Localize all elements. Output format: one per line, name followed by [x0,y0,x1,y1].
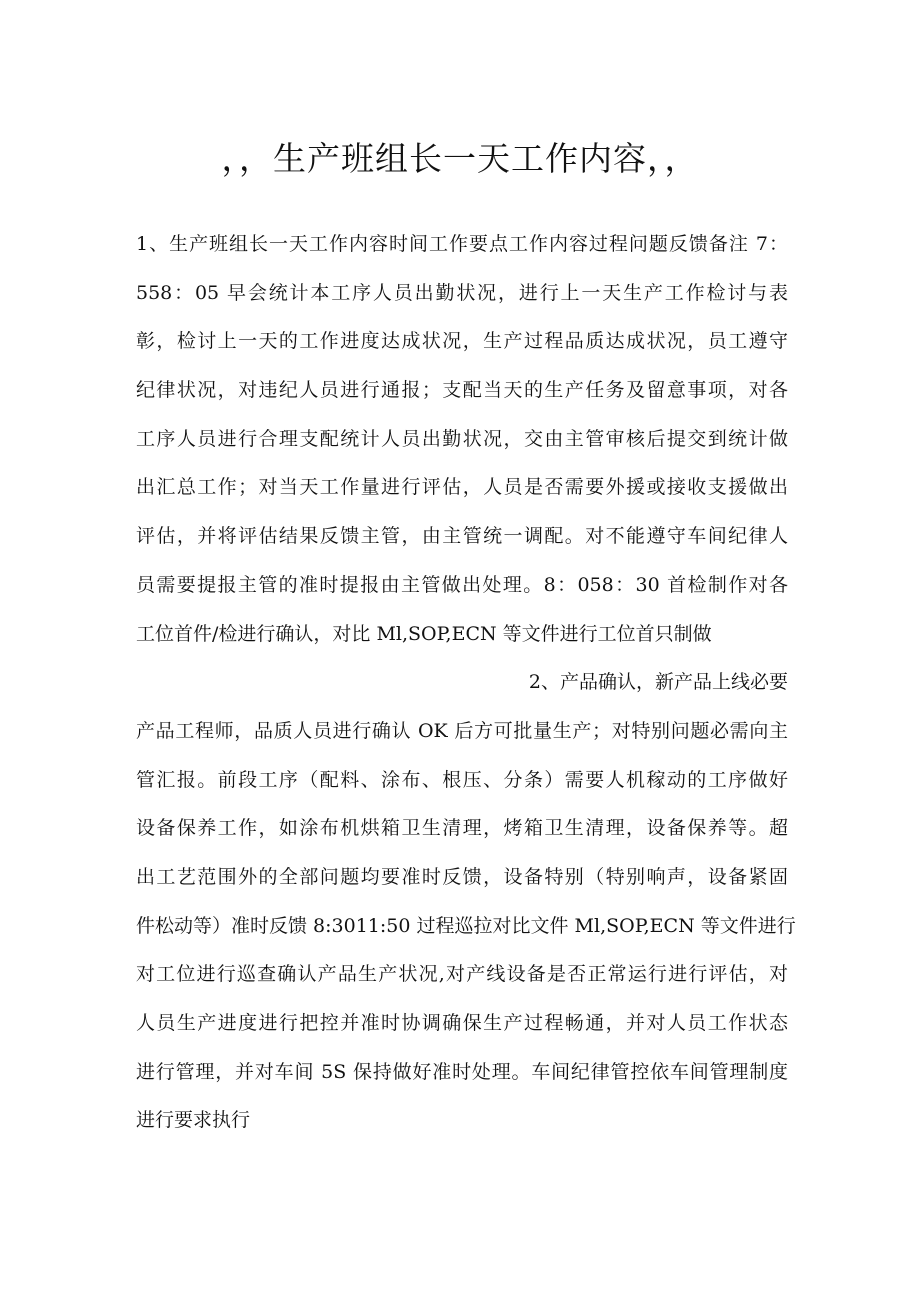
paragraph-line: 员需要提报主管的准时提报由主管做出处理。8：058：30 首检制作对各 [136,573,788,596]
paragraph-line: 出汇总工作；对当天工作量进行评估，人员是否需要外援或接收支援做出 [136,476,788,499]
paragraph-line: 管汇报。前段工序（配料、涂布、根压、分条）需要人机稼动的工序做好 [136,768,788,791]
paragraph-line: 件松动等）准时反馈 8:3011:50 过程巡拉对比文件 Ml,SOP,ECN 等文件进行 [136,914,796,937]
paragraph-line: 2、产品确认，新产品上线必要 [528,671,788,694]
paragraph-line: 人员生产进度进行把控并准时协调确保生产过程畅通，并对人员工作状态 [136,1012,788,1034]
paragraph-line: 对工位进行巡查确认产品生产状况,对产线设备是否正常运行进行评估，对 [136,963,788,986]
paragraph-line: 558：05 早会统计本工序人员出勤状况，进行上一天生产工作检讨与表 [136,281,788,304]
paragraph-line: 纪律状况，对违纪人员进行通报；支配当天的生产任务及留意事项，对各 [136,379,788,402]
paragraph-line: 出工艺范围外的全部问题均要准时反馈，设备特别（特别响声，设备紧固 [136,865,788,888]
document-title: ，，生产班组长一天工作内容，， [221,139,699,178]
paragraph-line: 产品工程师，品质人员进行确认 OK 后方可批量生产；对特别问题必需向主 [136,719,788,742]
paragraph-line: 彰，检讨上一天的工作进度达成状况，生产过程品质达成状况，员工遵守 [136,330,788,353]
paragraph-line: 进行要求执行 [136,1109,251,1132]
paragraph-line: 进行管理，并对车间 5S 保持做好准时处理。车间纪律管控依车间管理制度 [136,1060,788,1083]
paragraph-line: 工序人员进行合理支配统计人员出勤状况，交由主管审核后提交到统计做 [136,427,788,450]
document-body [136,220,796,1145]
paragraph-line: 1、生产班组长一天工作内容时间工作要点工作内容过程问题反馈备注 7： [136,233,788,255]
paragraph-line: 工位首件/检进行确认，对比 Ml,SOP,ECN 等文件进行工位首只制做 [136,622,712,645]
paragraph-line: 设备保养工作，如涂布机烘箱卫生清理，烤箱卫生清理，设备保养等。超 [136,817,788,840]
paragraph-line: 评估，并将评估结果反馈主管，由主管统一调配。对不能遵守车间纪律人 [136,525,788,548]
